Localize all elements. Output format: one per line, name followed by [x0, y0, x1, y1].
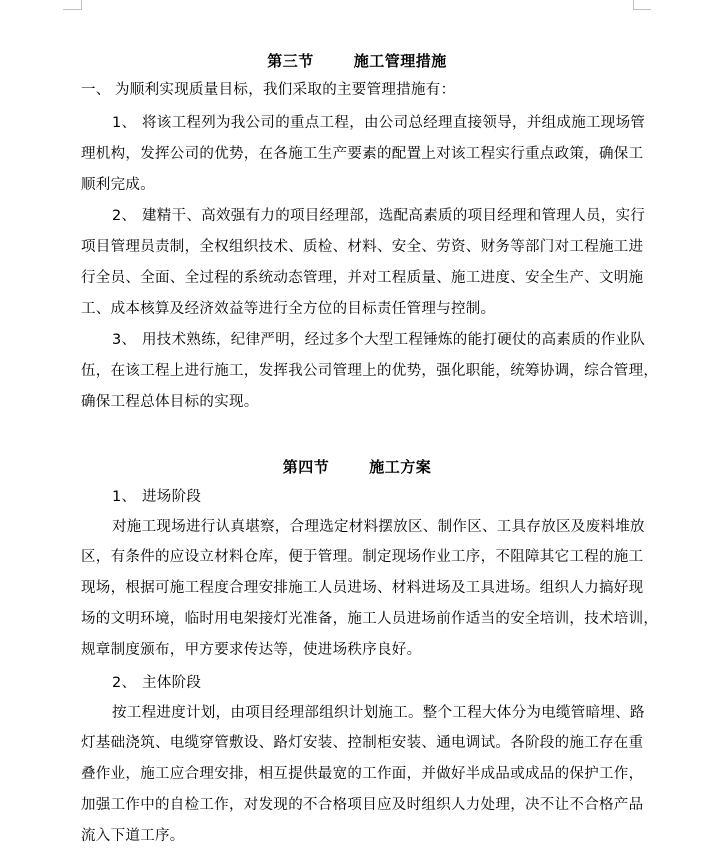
- phase-1-title: 进场阶段: [142, 489, 202, 505]
- measure-1-line-2: 理机构，发挥公司的优势，在各施工生产要素的配置上对该工程实行重点政策，确保工: [81, 146, 644, 162]
- measure-2-number: 2、: [112, 208, 137, 224]
- crop-mark-top-right-horizontal: [633, 9, 651, 10]
- section-4-heading: [0, 456, 714, 477]
- phase-1-line-3: 现场，根据可施工程度合理安排施工人员进场、材料进场及工具进场。组织人力搞好现: [81, 580, 644, 596]
- measure-3-line-2: 伍，在该工程上进行施工，发挥我公司管理上的优势，强化职能，统筹协调，综合管理，: [81, 363, 659, 379]
- phase-2-line-3: 叠作业，施工应合理安排，相互提供最宽的工作面，并做好半成品或成品的保护工作，: [81, 766, 644, 782]
- phase-2-heading: [112, 673, 641, 693]
- phase-1-heading: [112, 487, 641, 507]
- crop-mark-top-left-vertical: [81, 0, 82, 10]
- phase-1-line-4: 场的文明环境，临时用电架接灯光准备，施工人员进场前作适当的安全培训，技术培训，: [81, 611, 659, 627]
- crop-mark-top-left-horizontal: [63, 9, 81, 10]
- phase-1-line-5: 规章制度颁布，甲方要求传达等，使进场秩序良好。: [81, 642, 422, 658]
- measure-1-number: 1、: [112, 115, 137, 131]
- intro-number: 一、: [81, 82, 111, 98]
- phase-2-line-4: 加强工作中的自检工作，对发现的不合格项目应及时组织人力处理，决不让不合格产品: [81, 797, 644, 813]
- phase-1-number: 1、: [112, 489, 137, 505]
- measure-2-line-4: 工、成本核算及经济效益等进行全方位的目标责任管理与控制。: [81, 301, 496, 317]
- measure-3-text-1: 用技术熟练，纪律严明，经过多个大型工程锤炼的能打硬仗的高素质的作业队: [142, 332, 646, 348]
- phase-2-number: 2、: [112, 675, 137, 691]
- measure-1-line-3: 顺利完成。: [81, 177, 155, 193]
- section-3-heading: [0, 50, 714, 71]
- measure-3-number: 3、: [112, 332, 137, 348]
- phase-2-line-5: 流入下道工序。: [81, 828, 185, 844]
- section-4-number: 第四节: [282, 458, 330, 476]
- measure-1-text-1: 将该工程列为我公司的重点工程，由公司总经理直接领导，并组成施工现场管: [142, 115, 646, 131]
- measure-3-line-1: [112, 330, 646, 350]
- measure-2-text-1: 建精干、高效强有力的项目经理部，选配高素质的项目经理和管理人员，实行: [142, 208, 646, 224]
- measure-2-line-3: 行全员、全面、全过程的系统动态管理，并对工程质量、施工进度、安全生产、文明施: [81, 270, 644, 286]
- section-3-title: 施工管理措施: [353, 52, 447, 70]
- phase-2-title: 主体阶段: [142, 675, 202, 691]
- measure-2-line-1: [112, 206, 646, 226]
- phase-1-line-2: 区，有条件的应设立材料仓库，便于管理。制定现场作业工序，不阻障其它工程的施工: [81, 549, 644, 565]
- phase-1-line-1: 对施工现场进行认真堪察，合理选定材料摆放区、制作区、工具存放区及废料堆放: [112, 519, 645, 535]
- section-4-title: 施工方案: [369, 458, 432, 476]
- section-3-number: 第三节: [267, 52, 314, 70]
- measure-2-line-2: 项目管理员责制，全权组织技术、质检、材料、安全、劳资、财务等部门对工程施工进: [81, 239, 644, 255]
- intro-text: 为顺利实现质量目标，我们采取的主要管理措施有：: [115, 82, 456, 98]
- measure-1-line-1: [112, 113, 646, 133]
- intro-paragraph: [81, 80, 641, 100]
- phase-2-line-1: 按工程进度计划，由项目经理部组织计划施工。整个工程大体分为电缆管暗埋、路: [112, 705, 645, 721]
- measure-3-line-3: 确保工程总体目标的实现。: [81, 394, 259, 410]
- phase-2-line-2: 灯基础浇筑、电缆穿管敷设、路灯安装、控制柜安装、通电调试。各阶段的施工存在重: [81, 735, 644, 751]
